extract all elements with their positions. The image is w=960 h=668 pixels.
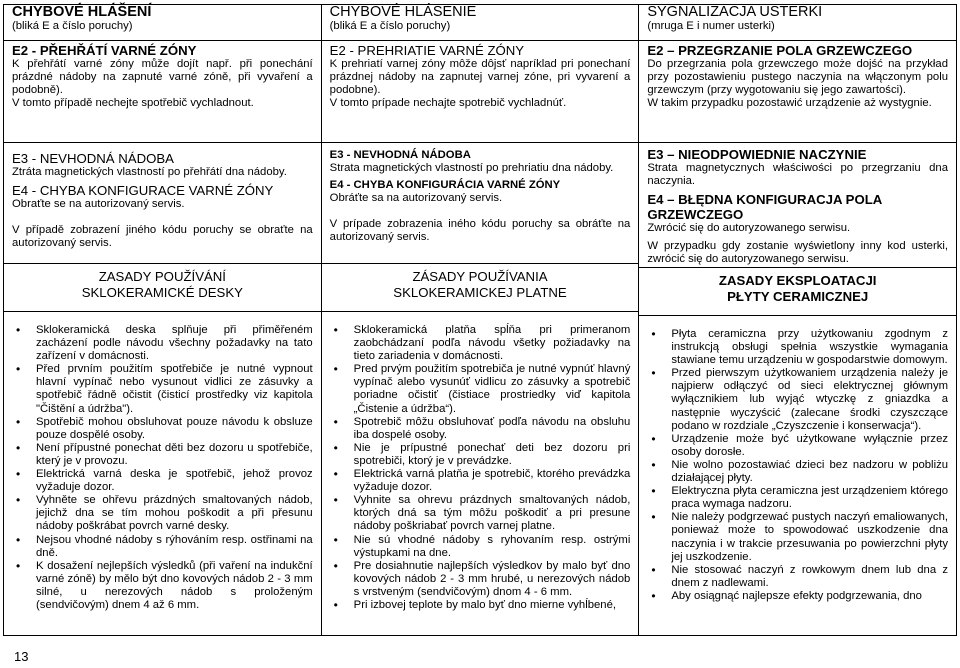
rules-title-cell bbox=[639, 273, 956, 316]
error-e3-text: Strata magnetycznych właściwości po przegrzaniu dna naczynia. bbox=[647, 162, 949, 188]
rule-item: • Před prvním použitím spotřebiče je nutné vypnout hlavní vypínač nebo vysunout vidlici ze zásuvky a spotřebič řádně očistit (čisticí prostředky viz kapitola "Čištění a údržba"). bbox=[12, 363, 313, 415]
rule-item: • Przed pierwszym użytkowaniem urządzenia należy je najpierw odłączyć od sieci elektrycznej głównym wyłącznikiem lub wyjąć wtyczkę z gniazdka a następnie wyczyścić (zalecane środki czyszczące podano w rozdziale „Czyszczenie i konserwacja“). bbox=[647, 367, 948, 432]
rule-item: • Nejsou vhodné nádoby s rýhováním resp. ostřinami na dně. bbox=[12, 534, 313, 560]
e2-cell bbox=[322, 43, 639, 143]
error-e4-title: E4 - CHYBA KONFIGURACE VARNÉ ZÓNY bbox=[12, 183, 274, 199]
rules-title-cell bbox=[322, 269, 639, 312]
rule-item: • Vyhnite sa ohrevu prázdnych smaltovaných nádob, ktorých dná sa tým môžu poškodiť a pri presune nádoby poškriabať povrch varnej platne. bbox=[330, 494, 631, 533]
rule-item: • Sklokeramická platňa spĺňa pri primeranom zaobchádzaní podľa návodu všetky požiadavky na tieto zariadenia v domácnosti. bbox=[330, 324, 631, 363]
rules-title-line1: ZASADY POUŽÍVÁNÍ bbox=[98, 269, 226, 284]
section-subtitle: (bliká E a číslo poruchy) bbox=[329, 20, 451, 32]
rule-item: • Vyhněte se ohřevu prázdných smaltovaných nádob, jejichž dna se tím mohou poškodit a při přesunu nádoby poškrábat povrch varné desky. bbox=[12, 494, 313, 533]
error-e2-advice: V tomto prípade nechajte spotrebič vychladnúť. bbox=[329, 97, 567, 110]
rules-cell bbox=[4, 312, 321, 612]
section-subtitle: (mruga E i numer usterki) bbox=[647, 20, 775, 32]
error-e2-text: Do przegrzania pola grzewczego może dojść na przykład przy pozostawieniu pustego naczynia na włączonym polu grzewczym (przy wygotowaniu się jego zawartości). bbox=[647, 58, 949, 97]
rule-item: • Sklokeramická deska splňuje při přiměřeném zacházení podle návodu všechny požadavky na tato zařízení v domácnosti. bbox=[12, 324, 313, 363]
other-error-text: W przypadku gdy zostanie wyświetlony inny kod usterki, zwrócić się do autoryzowanego serwisu. bbox=[647, 240, 949, 266]
error-e2-advice: W takim przypadku pozostawić urządzenie aż wystygnie. bbox=[647, 97, 932, 110]
section-title: SYGNALIZACJA USTERKI bbox=[647, 4, 823, 20]
error-e2-advice: V tomto případě nechejte spotřebič vychladnout. bbox=[12, 97, 254, 110]
rule-item: • Elektrická varná deska je spotřebič, jehož provoz vyžaduje dozor. bbox=[12, 468, 313, 494]
rules-cell bbox=[639, 316, 956, 603]
column-cs bbox=[3, 4, 321, 636]
rule-item: • Nie wolno pozostawiać dzieci bez nadzoru w pobliżu działającej płyty. bbox=[647, 459, 948, 485]
rule-item: • Aby osiągnąć najlepsze efekty podgrzewania, dno bbox=[647, 590, 948, 603]
section-title: CHYBOVÉ HLÁŠENÍ bbox=[12, 4, 152, 20]
error-e2-title: E2 – PRZEGRZANIE POLA GRZEWCZEGO bbox=[647, 43, 913, 58]
rules-title-line2: SKLOKERAMICKEJ PLATNE bbox=[393, 285, 567, 300]
rules-list bbox=[330, 324, 631, 612]
error-e4-title: E4 - CHYBA KONFIGURÁCIA VARNÉ ZÓNY bbox=[329, 179, 561, 192]
error-e4-text: Obraťte se na autorizovaný servis. bbox=[12, 198, 185, 211]
error-e3-title: E3 – NIEODPOWIEDNIE NACZYNIE bbox=[647, 147, 867, 162]
header-cell bbox=[4, 5, 321, 41]
rule-item: • Pre dosiahnutie najlepších výsledkov by malo byť dno kovových nádob 2 - 3 mm hrubé, u nerezových nádob s vrstveným (sendvičovým) dnom 4 - 6 mm. bbox=[330, 560, 631, 599]
other-error-text: V případě zobrazení jiného kódu poruchy se obraťte na autorizovaný servis. bbox=[12, 224, 313, 250]
column-pl bbox=[638, 4, 957, 636]
e2-cell bbox=[639, 43, 956, 143]
rule-item: • Spotřebič mohou obsluhovat pouze návodu k obsluze pouze dospělé osoby. bbox=[12, 416, 313, 442]
rules-title-line2: SKLOKERAMICKÉ DESKY bbox=[81, 285, 243, 300]
error-e3-text: Ztráta magnetických vlastností po přehřátí dna nádoby. bbox=[12, 166, 287, 178]
section-subtitle: (bliká E a číslo poruchy) bbox=[12, 20, 133, 32]
rule-item: • Nie je prípustné ponechať deti bez dozoru pri spotrebiči, ktorý je v prevádzke. bbox=[330, 442, 631, 468]
rule-item: • Elektrická varná platňa je spotrebič, ktorého prevádzka vyžaduje dozor. bbox=[330, 468, 631, 494]
page-number: 13 bbox=[14, 649, 29, 664]
rule-item: • Nie stosować naczyń z rowkowym dnem lub dna z dnem z nadlewami. bbox=[647, 564, 948, 590]
e3-e4-cell bbox=[639, 147, 956, 268]
error-e4-text: Obráťte sa na autorizovaný servis. bbox=[329, 192, 503, 205]
e2-cell bbox=[4, 43, 321, 143]
header-cell bbox=[322, 5, 639, 41]
rule-item: • Nie należy podgrzewać pustych naczyń emaliowanych, ponieważ może to spowodować uszkodzenie dna naczynia i w trakcie przesuwania po powierzchni płyty jej uszkodzenie. bbox=[647, 511, 948, 563]
rule-item: • Nie sú vhodné nádoby s ryhovaním resp. ostrými výstupkami na dne. bbox=[330, 534, 631, 560]
rules-title-line1: ZÁSADY POUŽÍVANIA bbox=[412, 269, 548, 284]
rule-item: • Płyta ceramiczna przy użytkowaniu zgodnym z instrukcją obsługi spełnia wszystkie wymagania stawiane temu urządzeniu w gospodarstwie domowym. bbox=[647, 328, 948, 367]
rule-item: • Elektryczna płyta ceramiczna jest urządzeniem którego praca wymaga nadzoru. bbox=[647, 485, 948, 511]
rule-item: • Pri izbovej teplote by malo byť dno mierne vyhĺbené, bbox=[330, 599, 631, 612]
column-sk bbox=[321, 4, 639, 636]
error-e4-title: E4 – BŁĘDNA KONFIGURACJA POLA GRZEWCZEGO bbox=[647, 192, 882, 223]
rules-title-cell bbox=[4, 269, 321, 312]
rule-item: • Urządzenie może być użytkowane wyłącznie przez osoby dorosłe. bbox=[647, 433, 948, 459]
error-e3-title: E3 - NEVHODNÁ NÁDOBA bbox=[12, 151, 174, 166]
rule-item: • Není přípustné ponechat děti bez dozoru u spotřebiče, který je v provozu. bbox=[12, 442, 313, 468]
header-cell bbox=[639, 5, 956, 41]
rules-cell bbox=[322, 312, 639, 612]
document-table bbox=[3, 4, 957, 636]
error-e3-text: Strata magnetických vlastností po prehriatiu dna nádoby. bbox=[329, 162, 614, 175]
rules-title-line2: PŁYTY CERAMICZNEJ bbox=[727, 289, 869, 304]
section-title: CHYBOVÉ HLÁSENIE bbox=[329, 4, 477, 20]
error-e4-text: Zwrócić się do autoryzowanego serwisu. bbox=[647, 222, 851, 235]
other-error-text: V prípade zobrazenia iného kódu poruchy sa obráťte na autorizovaný servis. bbox=[329, 218, 631, 244]
rule-item: • K dosažení nejlepších výsledků (při vaření na indukční varné zóně) by mělo být dno kovových nádob 2 - 3 mm silné, u nerezových nádob s proloženým (sendvičovým) dnem 4 až 6 mm. bbox=[12, 560, 313, 612]
error-e3-title: E3 - NEVHODNÁ NÁDOBA bbox=[329, 149, 471, 161]
e3-e4-cell bbox=[322, 143, 639, 264]
rules-title-line1: ZASADY EKSPLOATACJI bbox=[718, 273, 877, 288]
rules-list bbox=[647, 328, 948, 603]
e3-e4-cell bbox=[4, 143, 321, 264]
rules-list bbox=[12, 324, 313, 612]
error-e2-title: E2 - PŘEHŘÁTÍ VARNÉ ZÓNY bbox=[12, 43, 197, 58]
rule-item: • Spotrebič môžu obsluhovať podľa návodu na obsluhu iba dospelé osoby. bbox=[330, 416, 631, 442]
rule-item: • Pred prvým použitím spotrebiča je nutné vypnúť hlavný vypínač alebo vysunúť vidlicu zo zásuvky a spotrebič poriadne očistiť (čistiace prostriedky viď kapitola „Čistenie a údržba“). bbox=[330, 363, 631, 415]
error-e2-text: K prehriatí varnej zóny môže dôjsť napríklad pri ponechaní prázdnej nádoby na zapnutej varnej zóne, pri vyvarení a podobne). bbox=[329, 58, 631, 97]
error-e2-title: E2 - PREHRIATIE VARNÉ ZÓNY bbox=[329, 43, 525, 58]
error-e2-text: K přehřátí varné zóny může dojít např. při ponechání prázdné nádoby na zapnuté varné zóně, při vyvaření a podobně). bbox=[12, 58, 313, 97]
